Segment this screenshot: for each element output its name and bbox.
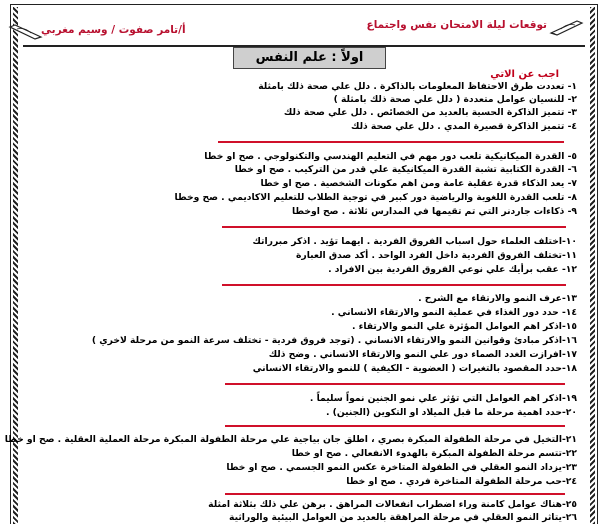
- question-item: ١١-تختلف الفروق الفردية داخل الفرد الواحد . أكد صدق العبارة: [296, 250, 577, 261]
- question-item: ١٩-اذكر اهم العوامل التي تؤثر علي نمو الجنين نمواً سليماً .: [309, 393, 577, 404]
- question-item: ٢١-التخيل في مرحلة الطفولة المبكرة بصري ، اطلق جان بياجية علي مرحلة الطفولة المبكرة مرحلة العملية العقلية . صح او خطا: [4, 434, 577, 445]
- question-item: ٩- ذكاءات جاردنر التي تم تقيمها في المدارس ثلاثة . صح اوخطا: [291, 206, 577, 217]
- question-item: ١٨-حدد المقصود بالتغيرات ( العضوية - الكيفية ) للنمو والارتقاء الانساني: [252, 363, 577, 374]
- question-item: ٥- القدرة الميكانيكية تلعب دور مهم في التعليم الهندسي والتكنولوجي . صح او خطا: [204, 151, 577, 162]
- question-item: ٧- يعد الذكاء قدرة عقلية عامة ومن اهم مكونات الشخصية . صح او خطا: [260, 178, 577, 189]
- question-item: ٨- تلعب القدرة اللغوية والرياضية دور كبير في توجية الطلاب للتعليم الاكاديمي . صح وخطا: [174, 192, 577, 203]
- question-item: ١٤- حدد دور الغذاء في عملية النمو والارتقاء الانساني .: [331, 307, 577, 318]
- question-item: ٢٦-يتاثر النمو العقلي في مرحلة المراهقة بالعديد من العوامل البيئية والوراثية: [229, 512, 577, 523]
- pen-icon: [549, 17, 585, 37]
- question-item: ٤- تتميز الذاكرة قصيرة المدي . دلل علي صحة ذلك: [351, 121, 577, 132]
- question-item: ١٧-افرازت الغدد الصماء دور علي النمو والارتقاء الانساني . وضح ذلك: [268, 349, 577, 360]
- question-item: ٣- تتميز الذاكرة الحسية بالعديد من الخصائص . دلل علي صحة ذلك: [283, 107, 577, 118]
- question-item: ١٠-اختلف العلماء حول اسباب الفروق الفردية . ايهما تؤيد . اذكر مبرراتك: [252, 236, 577, 247]
- section-divider: [225, 493, 565, 495]
- section-divider: [222, 226, 566, 228]
- instruction-heading: اجب عن الاتي: [490, 69, 559, 80]
- question-item: ٢٠-حدد اهمية مرحلة ما قبل الميلاد او التكوين (الجنين) .: [325, 407, 577, 418]
- decorative-border-left: [13, 7, 18, 524]
- header-authors: أ/تامر صفوت / وسيم مغربي: [41, 24, 186, 36]
- header-title: توقعات ليلة الامتحان نفس واجتماع: [366, 19, 547, 31]
- question-item: ١- تعددت طرق الاحتفاظ المعلومات بالذاكرة . دلل علي صحة ذلك بامثلة: [258, 81, 577, 92]
- question-item: ٢٥-هناك عوامل كامنة وراء اضطراب انفعالات المراهق . برهن علي ذلك بثلاثة امثلة: [208, 499, 577, 510]
- decorative-border-right: [590, 7, 595, 524]
- section-divider: [225, 425, 565, 427]
- question-item: ١٥-اذكر اهم العوامل المؤثرة علي النمو والارتقاء .: [351, 321, 577, 332]
- pen-icon: [7, 21, 43, 41]
- section-title: اولاً : علم النفس: [233, 47, 386, 69]
- section-divider: [222, 284, 566, 286]
- question-item: ٢٣-يزداد النمو العقلي في الطفولة المتاخرة عكس النمو الجسمي . صح او خطا: [226, 462, 577, 473]
- question-item: ١٣-عرف النمو والارتقاء مع الشرح .: [418, 293, 577, 304]
- question-item: ٢٤-حب مرحلة الطفولة المتاخرة فردي . صح او خطا: [346, 476, 577, 487]
- section-divider: [218, 141, 564, 143]
- question-item: ١٢- عقب برأيك علي نوعي الفروق الفردية بين الافراد .: [328, 264, 577, 275]
- question-item: ٢٢-تتسم مرحلة الطفولة المبكرة بالهدوء الانفعالي . صح او خطا: [291, 448, 577, 459]
- question-item: ٢- للنسيان عوامل متعددة ( دلل علي صحة ذلك بامثلة ): [333, 94, 577, 105]
- question-item: ١٦-اذكر مبادئ وقوانين النمو والارتقاء الانساني . (توجد فروق فردية - تختلف سرعة النمو من مرحلة لاخري ): [91, 335, 577, 346]
- question-item: ٦- القدرة الكتابية تشبة القدرة الميكانيكية علي قدر من التركيب . صح او خطا: [234, 164, 577, 175]
- section-divider: [225, 383, 565, 385]
- page-header: [23, 19, 585, 47]
